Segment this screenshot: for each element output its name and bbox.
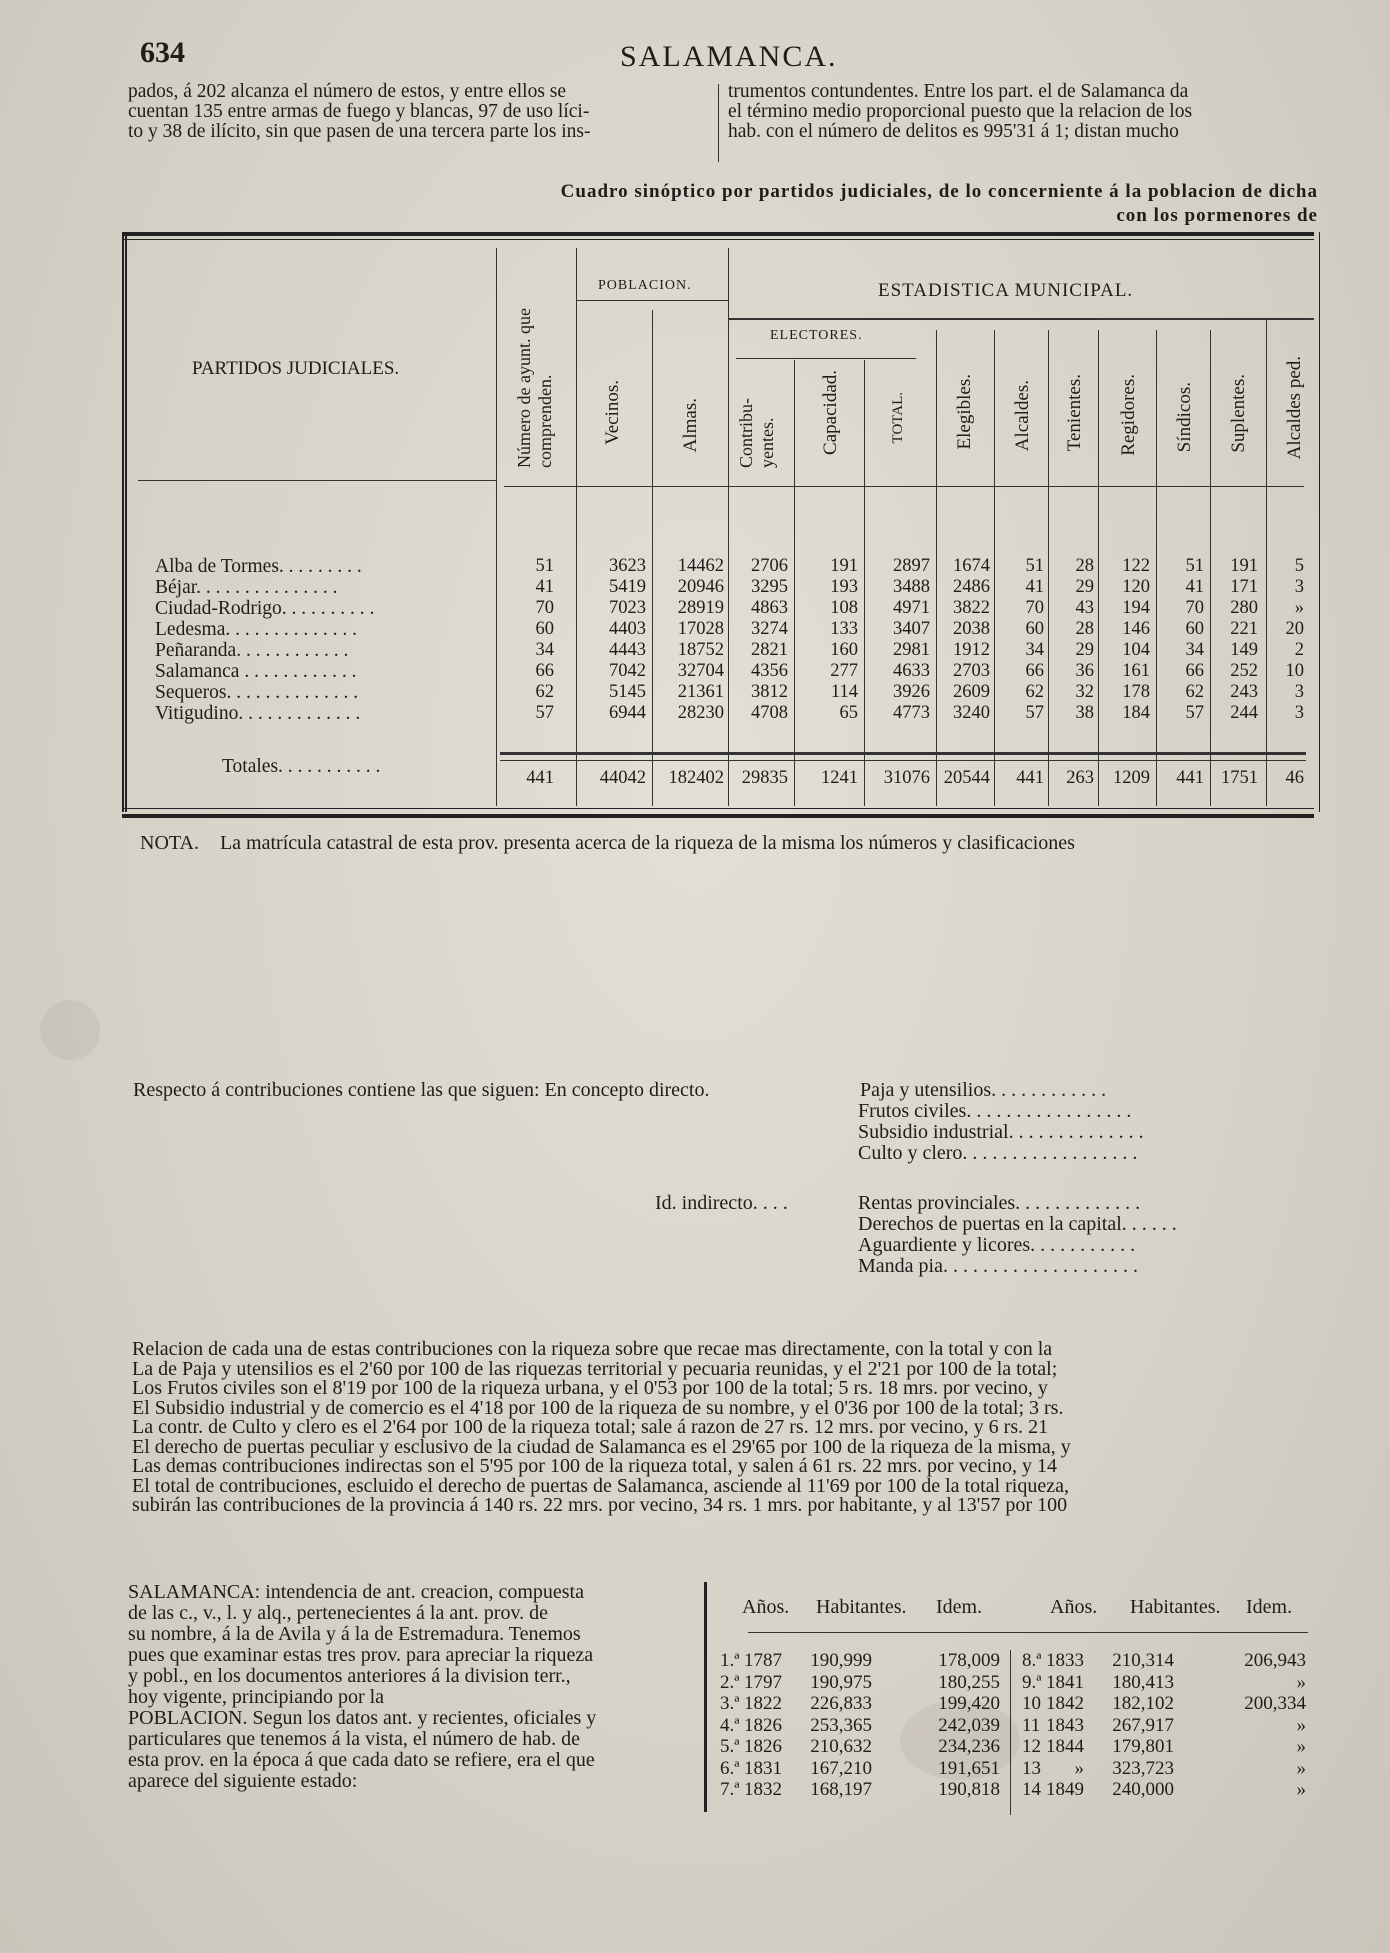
cell-suplentes: 252: [1230, 661, 1258, 681]
total-elegibles: 20544: [943, 768, 990, 788]
cell-contribuyentes: 2706: [751, 556, 788, 576]
text-line: hoy vigente, principiando por la: [128, 1686, 385, 1708]
cell-alcaldes-ped: 20: [1285, 619, 1304, 639]
cell-regidores: 161: [1122, 661, 1150, 681]
cell-tenientes: 43: [1075, 598, 1094, 618]
cell-alcaldes-ped: 5: [1294, 556, 1304, 576]
caption-line: con los pormenores de: [1116, 205, 1318, 226]
cell-elegibles: 2609: [953, 682, 990, 702]
cell-capacidad: 193: [830, 577, 858, 597]
cell-total: 4633: [893, 661, 930, 681]
years-header-idem-2: Idem.: [1246, 1596, 1293, 1618]
text-line: La contr. de Culto y clero es el 2'64 por 100 de la riqueza total; sale á razon de 27 rs. 12 mrs. por vecino, y 6 rs. 21: [132, 1416, 1049, 1438]
years-header-rule: [748, 1632, 1308, 1633]
cell-ayuntamientos: 41: [535, 577, 554, 597]
years-cell-ordinal: 8.ª: [1022, 1650, 1042, 1671]
cell-suplentes: 243: [1230, 682, 1258, 702]
cell-capacidad: 277: [830, 661, 858, 681]
nota: [140, 832, 1320, 855]
years-cell-habitantes: 167,210: [810, 1757, 872, 1779]
years-cell-habitantes: 210,314: [1112, 1650, 1174, 1671]
cell-sindicos: 66: [1185, 661, 1204, 681]
years-cell-year: 1843: [1046, 1714, 1084, 1736]
years-cell-ordinal: 7.ª: [720, 1779, 740, 1800]
years-cell-year: 1787: [744, 1650, 782, 1671]
years-cell-ordinal: 6.ª: [720, 1757, 740, 1779]
cell-capacidad: 108: [830, 598, 858, 618]
col-header-vecinos: Vecinos.: [602, 380, 623, 445]
cell-elegibles: 1912: [953, 640, 990, 660]
text-line: pues que examinar estas tres prov. para apreciar la riqueza: [128, 1644, 594, 1666]
row-label: Béjar. . . . . . . . . . . . . . .: [155, 577, 338, 598]
total-total: 31076: [883, 768, 930, 788]
years-cell-habitantes: 182,102: [1112, 1693, 1174, 1714]
column-rule: [576, 248, 577, 806]
years-cell-idem: 178,009: [938, 1650, 1000, 1671]
years-cell-habitantes: 180,413: [1112, 1671, 1174, 1693]
years-cell-habitantes: 323,723: [1112, 1757, 1174, 1779]
cell-suplentes: 149: [1230, 640, 1258, 660]
years-cell-year: 1842: [1046, 1693, 1084, 1714]
intro-right-column: [728, 82, 1316, 142]
cell-suplentes: 221: [1230, 619, 1258, 639]
salamanca-paragraph: [128, 1582, 696, 1792]
column-rule: [1266, 320, 1267, 806]
contrib-directo-3: Culto y clero. . . . . . . . . . . . . . . . . .: [858, 1142, 1138, 1164]
col-header-alcaldes: Alcaldes.: [1012, 380, 1033, 452]
cell-ayuntamientos: 60: [535, 619, 554, 639]
col-header-tenientes: Tenientes.: [1064, 374, 1085, 452]
cell-regidores: 194: [1122, 598, 1150, 618]
years-cell-idem: 242,039: [938, 1714, 1000, 1736]
years-cell-habitantes: 168,197: [810, 1779, 872, 1800]
cell-sindicos: 60: [1185, 619, 1204, 639]
contrib-directo-0: Paja y utensilios. . . . . . . . . . . .: [860, 1079, 1107, 1101]
total-capacidad: 1241: [821, 768, 858, 788]
cell-alcaldes-ped: »: [1294, 598, 1304, 618]
column-rule: [728, 248, 729, 806]
cell-alcaldes: 60: [1025, 619, 1044, 639]
cell-ayuntamientos: 66: [535, 661, 554, 681]
years-cell-idem: 234,236: [938, 1736, 1000, 1757]
col-header-elegibles: Elegibles.: [954, 374, 975, 450]
cell-tenientes: 28: [1075, 556, 1094, 576]
text-line: El derecho de puertas peculiar y esclusivo de la ciudad de Salamanca es el 29'65 por 100 de la riqueza de la misma, y: [132, 1435, 1071, 1458]
totals-label: Totales. . . . . . . . . . .: [222, 756, 381, 777]
cell-ayuntamientos: 57: [535, 703, 554, 723]
cell-suplentes: 191: [1230, 556, 1258, 576]
cell-vecinos: 7042: [609, 661, 646, 681]
cell-ayuntamientos: 70: [535, 598, 554, 618]
group-rule: [736, 358, 916, 359]
cell-alcaldes: 62: [1025, 682, 1044, 702]
years-cell-year: 1831: [744, 1757, 782, 1779]
column-rule: [652, 310, 653, 806]
cell-almas: 17028: [677, 619, 724, 639]
cell-contribuyentes: 4863: [751, 598, 788, 618]
column-rule: [1156, 330, 1157, 806]
years-cell-habitantes: 240,000: [1112, 1779, 1174, 1800]
running-title: SALAMANCA.: [620, 40, 838, 73]
cell-alcaldes-ped: 2: [1294, 640, 1304, 660]
col-header-alcaldes-ped: Alcaldes ped.: [1284, 356, 1305, 460]
totals-rule: [500, 752, 1306, 755]
years-cell-year: 1844: [1046, 1736, 1084, 1757]
cell-regidores: 184: [1122, 703, 1150, 723]
cell-contribuyentes: 3274: [751, 619, 788, 639]
contrib-indirecto-2: Aguardiente y licores. . . . . . . . . . .: [858, 1234, 1136, 1256]
totals-rule: [500, 760, 1306, 761]
years-cell-idem: »: [1296, 1757, 1306, 1779]
years-cell-habitantes: 179,801: [1112, 1736, 1174, 1757]
cell-total: 3488: [893, 577, 930, 597]
years-cell-idem: »: [1296, 1671, 1306, 1693]
cell-capacidad: 65: [839, 703, 858, 723]
years-cell-ordinal: 12: [1022, 1736, 1041, 1757]
column-rule: [1210, 330, 1211, 806]
table-bottom-rule: [122, 808, 1314, 818]
cell-ayuntamientos: 51: [535, 556, 554, 576]
years-cell-idem: »: [1296, 1779, 1306, 1800]
cell-elegibles: 3822: [953, 598, 990, 618]
column-rule: [994, 330, 995, 806]
cell-almas: 14462: [677, 556, 724, 576]
contrib-directo-2: Subsidio industrial. . . . . . . . . . . . . .: [858, 1121, 1144, 1143]
text-line: SALAMANCA: intendencia de ant. creacion, compuesta: [128, 1581, 584, 1603]
contrib-intro: Respecto á contribuciones contiene las que siguen: En concepto directo.: [133, 1079, 710, 1101]
text-line: La de Paja y utensilios es el 2'60 por 100 de las riquezas territorial y pecuaria reunidas, y el 2'21 por 100 de la total;: [132, 1357, 1058, 1380]
text-line: Los Frutos civiles son el 8'19 por 100 de la riqueza urbana, y el 0'53 por 100 de la total; 5 rs. 18 mrs. por vecino, y: [132, 1377, 1048, 1399]
cell-alcaldes-ped: 3: [1294, 682, 1304, 702]
header-rule: [138, 480, 496, 481]
years-cell-year: 1841: [1046, 1671, 1084, 1693]
row-labels: [155, 556, 374, 724]
total-alcaldes-ped: 46: [1285, 768, 1304, 788]
contrib-directo-1: Frutos civiles. . . . . . . . . . . . . . . . .: [858, 1100, 1132, 1122]
cell-tenientes: 28: [1075, 619, 1094, 639]
years-cell-year: 1832: [744, 1779, 782, 1800]
years-cell-year: 1822: [744, 1693, 782, 1714]
cell-sindicos: 51: [1185, 556, 1204, 576]
cell-contribuyentes: 2821: [751, 640, 788, 660]
cell-alcaldes: 70: [1025, 598, 1044, 618]
group-rule: [576, 300, 728, 301]
row-label: Ledesma. . . . . . . . . . . . . .: [155, 619, 358, 640]
years-cell-year: 1826: [744, 1736, 782, 1757]
column-rule: [936, 330, 937, 806]
years-header-anos-2: Años.: [1050, 1596, 1098, 1618]
years-cell-idem: »: [1296, 1714, 1306, 1736]
cell-elegibles: 1674: [953, 556, 990, 576]
row-label: Alba de Tormes. . . . . . . . .: [155, 556, 362, 577]
text-line: esta prov. en la época á que cada dato se refiere, era el que: [128, 1749, 595, 1771]
years-cell-ordinal: 14: [1022, 1779, 1041, 1800]
text-line: el término medio proporcional puesto que la relacion de los: [728, 101, 1193, 122]
column-rule: [1048, 330, 1049, 806]
cell-ayuntamientos: 62: [535, 682, 554, 702]
row-label: Salamanca . . . . . . . . . . . .: [155, 661, 357, 682]
years-cell-year: 1833: [1046, 1650, 1084, 1671]
years-cell-habitantes: 267,917: [1112, 1714, 1174, 1736]
text-line: POBLACION. Segun los datos ant. y recientes, oficiales y: [128, 1707, 597, 1729]
cell-suplentes: 171: [1230, 577, 1258, 597]
cell-alcaldes: 57: [1025, 703, 1044, 723]
text-line: de las c., v., l. y alq., pertenecientes á la ant. prov. de: [128, 1602, 549, 1624]
years-column-rule: [1010, 1650, 1011, 1815]
cell-sindicos: 70: [1185, 598, 1204, 618]
years-cell-idem: 206,943: [1244, 1650, 1306, 1671]
cell-regidores: 122: [1122, 556, 1150, 576]
total-almas: 182402: [668, 768, 724, 788]
column-rule: [1098, 330, 1099, 806]
text-line: su nombre, á la de Avila y á la de Estremadura. Tenemos: [128, 1623, 581, 1645]
years-cell-year: »: [1074, 1757, 1084, 1779]
cell-capacidad: 191: [830, 556, 858, 576]
cell-total: 2981: [893, 640, 930, 660]
years-cell-idem: 190,818: [938, 1779, 1000, 1800]
text-line: particulares que tenemos á la vista, el número de hab. de: [128, 1728, 581, 1750]
cell-regidores: 146: [1122, 619, 1150, 639]
years-cell-idem: 199,420: [938, 1693, 1000, 1714]
years-cell-ordinal: 10: [1022, 1693, 1041, 1714]
col-header-ayuntamientos: Número de ayunt. que comprenden.: [514, 308, 555, 468]
total-regidores: 1209: [1113, 768, 1150, 788]
cell-sindicos: 57: [1185, 703, 1204, 723]
text-line: to y 38 de ilícito, sin que pasen de una tercera parte los ins-: [128, 121, 591, 142]
cell-almas: 28230: [677, 703, 724, 723]
text-line: subirán las contribuciones de la provincia á 140 rs. 22 mrs. por vecino, 34 rs. 1 mrs. por habitante, y al 13'57 por 100: [132, 1494, 1068, 1516]
years-cell-idem: 180,255: [938, 1671, 1000, 1693]
cell-capacidad: 160: [830, 640, 858, 660]
years-cell-year: 1797: [744, 1671, 782, 1693]
header-rule: [504, 486, 1304, 487]
cell-contribuyentes: 3295: [751, 577, 788, 597]
cell-total: 3926: [893, 682, 930, 702]
cell-suplentes: 280: [1230, 598, 1258, 618]
cell-elegibles: 2703: [953, 661, 990, 681]
group-header-estadistica: ESTADISTICA MUNICIPAL.: [878, 280, 1134, 301]
years-cell-habitantes: 253,365: [810, 1714, 872, 1736]
col-header-contribuyentes: Contribu-yentes.: [736, 398, 777, 468]
years-header-habitantes-2: Habitantes.: [1130, 1596, 1221, 1618]
contrib-indirecto-1: Derechos de puertas en la capital. . . . . .: [858, 1213, 1177, 1235]
group-header-electores: ELECTORES.: [770, 328, 863, 343]
cell-alcaldes-ped: 10: [1285, 661, 1304, 681]
cell-tenientes: 29: [1075, 577, 1094, 597]
cell-sindicos: 41: [1185, 577, 1204, 597]
years-cell-ordinal: 5.ª: [720, 1736, 740, 1757]
years-cell-habitantes: 190,999: [810, 1650, 872, 1671]
page-number: 634: [140, 36, 185, 69]
cell-alcaldes: 51: [1025, 556, 1044, 576]
text-line: Relacion de cada una de estas contribuciones con la riqueza sobre que recae mas directamente, con la total y con la: [132, 1338, 1053, 1360]
total-suplentes: 1751: [1221, 768, 1258, 788]
cell-almas: 20946: [677, 577, 724, 597]
cell-alcaldes: 41: [1025, 577, 1044, 597]
years-cell-ordinal: 11: [1022, 1714, 1041, 1736]
cell-regidores: 120: [1122, 577, 1150, 597]
cell-alcaldes-ped: 3: [1294, 577, 1304, 597]
cell-suplentes: 244: [1230, 703, 1258, 723]
contrib-indirecto-3: Manda pia. . . . . . . . . . . . . . . . . . . .: [858, 1255, 1138, 1277]
stub-header: PARTIDOS JUDICIALES.: [192, 358, 400, 379]
years-cell-idem: 191,651: [938, 1757, 1000, 1779]
text-line: El Subsidio industrial y de comercio es el 4'18 por 100 de la riqueza de su nombre, y el 0'36 por 100 de la total; 3 rs.: [132, 1396, 1064, 1419]
text-line: trumentos contundentes. Entre los part. el de Salamanca da: [728, 81, 1189, 102]
relacion-paragraph: [132, 1340, 1312, 1516]
years-cell-habitantes: 190,975: [810, 1671, 872, 1693]
column-rule: [864, 360, 865, 806]
years-cell-year: 1826: [744, 1714, 782, 1736]
cell-vecinos: 5145: [609, 682, 646, 702]
cell-vecinos: 3623: [609, 556, 646, 576]
years-header-idem: Idem.: [936, 1596, 983, 1618]
cell-tenientes: 36: [1075, 661, 1094, 681]
years-cell-ordinal: 4.ª: [720, 1714, 740, 1736]
years-header-habitantes: Habitantes.: [816, 1596, 907, 1618]
column-rule: [794, 360, 795, 806]
years-cell-ordinal: 3.ª: [720, 1693, 740, 1714]
cell-total: 3407: [893, 619, 930, 639]
cell-alcaldes: 66: [1025, 661, 1044, 681]
years-cell-habitantes: 226,833: [810, 1693, 872, 1714]
cell-contribuyentes: 3812: [751, 682, 788, 702]
cell-capacidad: 114: [830, 682, 858, 702]
row-label: Peñaranda. . . . . . . . . . . .: [155, 640, 349, 661]
cell-regidores: 178: [1122, 682, 1150, 702]
cell-ayuntamientos: 34: [535, 640, 554, 660]
text-line: hab. con el número de delitos es 995'31 á 1; distan mucho: [728, 121, 1179, 142]
text-line: cuentan 135 entre armas de fuego y blancas, 97 de uso líci-: [128, 101, 590, 122]
cell-almas: 32704: [677, 661, 724, 681]
total-ayuntamientos: 441: [526, 768, 554, 788]
col-header-regidores: Regidores.: [1118, 374, 1139, 456]
col-header-capacidad: Capacidad.: [820, 370, 841, 455]
col-header-total: TOTAL.: [890, 392, 906, 444]
years-cell-ordinal: 2.ª: [720, 1671, 740, 1693]
nota-text: La matrícula catastral de esta prov. presenta acerca de la riqueza de la misma los números y clasificaciones: [219, 832, 1075, 854]
cell-vecinos: 4443: [609, 640, 646, 660]
cell-almas: 28919: [677, 598, 724, 618]
cell-vecinos: 4403: [609, 619, 646, 639]
years-cell-ordinal: 1.ª: [720, 1650, 740, 1671]
cell-regidores: 104: [1122, 640, 1150, 660]
total-contribuyentes: 29835: [741, 768, 788, 788]
cell-contribuyentes: 4708: [751, 703, 788, 723]
cell-vecinos: 5419: [609, 577, 646, 597]
cell-total: 4971: [893, 598, 930, 618]
years-cell-ordinal: 13: [1022, 1757, 1041, 1779]
cell-elegibles: 2486: [953, 577, 990, 597]
cell-alcaldes: 34: [1025, 640, 1044, 660]
cell-contribuyentes: 4356: [751, 661, 788, 681]
row-label: Ciudad-Rodrigo. . . . . . . . . .: [155, 598, 375, 619]
text-line: Las demas contribuciones indirectas son el 5'95 por 100 de la riqueza total, y salen á 61 rs. 22 mrs. por vecino, y 14: [132, 1455, 1058, 1477]
text-line: El total de contribuciones, escluido el derecho de puertas de Salamanca, asciende al 11'69 por 100 de la total riqueza,: [132, 1474, 1069, 1497]
group-header-poblacion: POBLACION.: [598, 278, 692, 293]
cell-tenientes: 32: [1075, 682, 1094, 702]
years-header-anos: Años.: [742, 1596, 790, 1618]
paper-stain: [40, 1000, 100, 1060]
cell-sindicos: 34: [1185, 640, 1204, 660]
years-cell-habitantes: 210,632: [810, 1736, 872, 1757]
total-alcaldes: 441: [1016, 768, 1044, 788]
total-sindicos: 441: [1176, 768, 1204, 788]
cell-tenientes: 29: [1075, 640, 1094, 660]
col-header-suplentes: Suplentes.: [1228, 374, 1249, 453]
years-cell-ordinal: 9.ª: [1022, 1671, 1042, 1693]
column-divider: [718, 84, 719, 162]
cell-total: 4773: [893, 703, 930, 723]
years-cell-idem: 200,334: [1244, 1693, 1306, 1714]
intro-left-column: [128, 82, 710, 142]
cell-elegibles: 2038: [953, 619, 990, 639]
group-rule: [728, 318, 1314, 320]
text-line: aparece del siguiente estado:: [128, 1770, 358, 1792]
years-cell-idem: »: [1296, 1736, 1306, 1757]
total-vecinos: 44042: [599, 768, 646, 788]
cell-almas: 21361: [677, 682, 724, 702]
cell-total: 2897: [893, 556, 930, 576]
column-rule: [496, 248, 497, 806]
row-label: Sequeros. . . . . . . . . . . . . .: [155, 682, 359, 703]
cell-vecinos: 6944: [609, 703, 646, 723]
cell-tenientes: 38: [1075, 703, 1094, 723]
text-line: y pobl., en los documentos anteriores á la division terr.,: [128, 1665, 571, 1687]
nota-label: NOTA.: [140, 832, 199, 854]
cell-alcaldes-ped: 3: [1294, 703, 1304, 723]
cell-vecinos: 7023: [609, 598, 646, 618]
cell-elegibles: 3240: [953, 703, 990, 723]
text-line: pados, á 202 alcanza el número de estos, y entre ellos se: [128, 81, 567, 102]
cell-capacidad: 133: [830, 619, 858, 639]
total-tenientes: 263: [1066, 768, 1094, 788]
contrib-indirecto-label: Id. indirecto. . . .: [655, 1192, 788, 1214]
contrib-indirecto-0: Rentas provinciales. . . . . . . . . . . . .: [858, 1192, 1141, 1214]
row-label: Vitigudino. . . . . . . . . . . . .: [155, 703, 361, 724]
col-header-almas: Almas.: [680, 398, 701, 453]
cell-almas: 18752: [677, 640, 724, 660]
col-header-sindicos: Síndicos.: [1174, 382, 1195, 453]
years-cell-year: 1849: [1046, 1779, 1084, 1800]
table-caption: [128, 180, 1318, 228]
cell-sindicos: 62: [1185, 682, 1204, 702]
caption-line: Cuadro sinóptico por partidos judiciales, de lo concerniente á la poblacion de dicha: [560, 181, 1318, 202]
table-top-rule: [122, 232, 1314, 240]
